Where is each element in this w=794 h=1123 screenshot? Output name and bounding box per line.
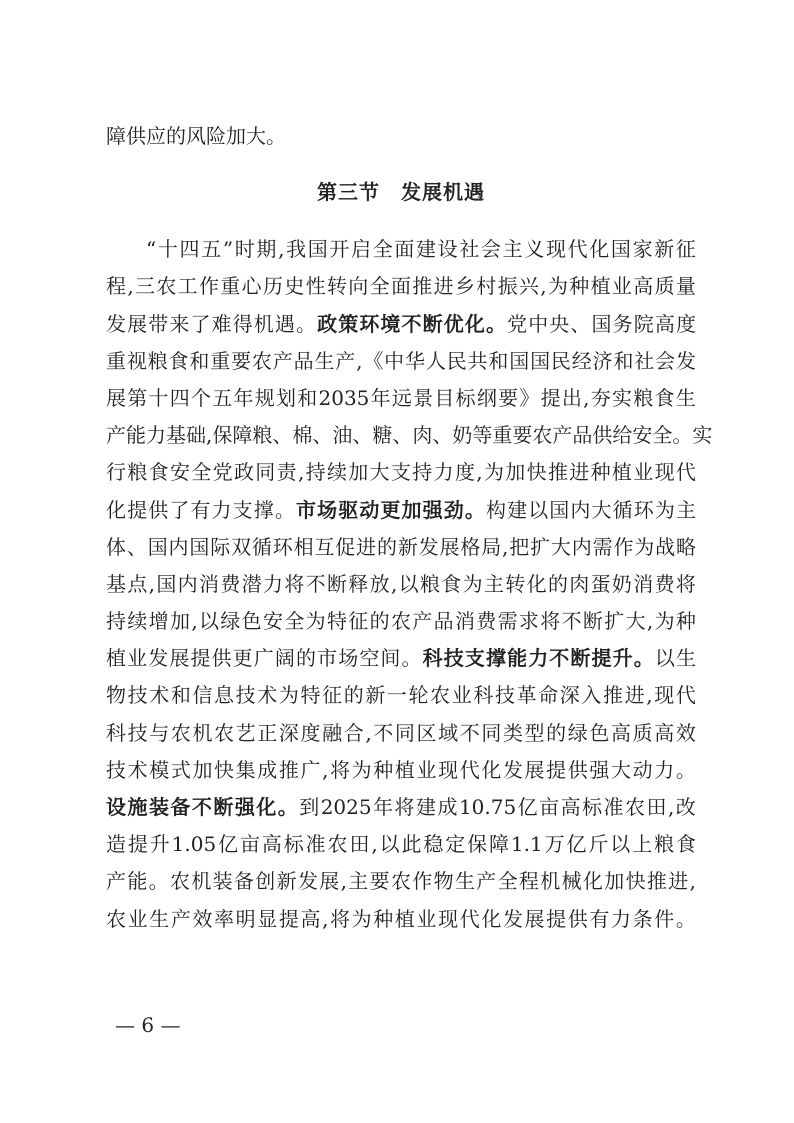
section-heading: 第三节 发展机遇 [317,180,485,205]
paragraph-line: 产 能 。 农 机 装 备 创 新 发 展 , 主 要 农 作 物 生 产 全 程 机 械 化 加 快 推 进 , [106,869,696,894]
paragraph-line: 农 业 生 产 效 率 明 显 提 高 , 将 为 种 植 业 现 代 化 发 展 提 供 有 力 条 件 。 [106,906,696,931]
paragraph-line: 重 视 粮 食 和 重 要 农 产 品 生 产 , 《 中 华 人 民 共 和 国 国 民 经 济 和 社 会 发 [106,348,696,373]
paragraph-line: 物 技 术 和 信 息 技 术 为 特 征 的 新 一 轮 农 业 科 技 革 命 深 入 推 进 , 现 代 [106,683,696,708]
intro-text: 障供应的风险加大。 [106,124,286,148]
paragraph-line: 体 、 国 内 国 际 双 循 环 相 互 促 进 的 新 发 展 格 局 , 把 扩 大 内 需 作 为 战 略 [106,534,696,559]
paragraph-line: “ 十 四 五 ” 时 期 , 我 国 开 启 全 面 建 设 社 会 主 义 现 代 化 国 家 新 征 [146,237,696,262]
paragraph-line: 基 点 , 国 内 消 费 潜 力 将 不 断 释 放 , 以 粮 食 为 主 转 化 的 肉 蛋 奶 消 费 将 [106,571,696,596]
page-number: — 6 — [115,1013,181,1037]
paragraph-line: 科 技 与 农 机 农 艺 正 深 度 融 合 , 不 同 区 域 不 同 类 型 的 绿 色 高 质 高 效 [106,720,696,745]
paragraph-line: 程 , 三 农 工 作 重 心 历 史 性 转 向 全 面 推 进 乡 村 振 兴 , 为 种 植 业 高 质 量 [106,274,696,299]
paragraph-line: 植 业 发 展 提 供 更 广 阔 的 市 场 空 间 。 科 技 支 撑 能 力 不 断 提 升 。 以 生 [106,646,696,671]
paragraph-line: 展 第 十 四 个 五 年 规 划 和 2035 年 远 景 目 标 纲 要 》 提 出 , 夯 实 粮 食 生 [106,385,696,410]
paragraph-line: 行 粮 食 安 全 党 政 同 责 , 持 续 加 大 支 持 力 度 , 为 加 快 推 进 种 植 业 现 代 [106,460,696,485]
paragraph-line: 技 术 模 式 加 快 集 成 推 广 , 将 为 种 植 业 现 代 化 发 展 提 供 强 大 动 力 。 [106,757,696,782]
paragraph-line: 产 能 力 基 础 , 保 障 粮 、 棉 、 油 、 糖 、 肉 、 奶 等 重 要 农 产 品 供 给 安 全 。 实 [106,423,713,448]
paragraph-line: 设 施 装 备 不 断 强 化 。 到 2025 年 将 建 成 10.75 亿 亩 高 标 准 农 田 , 改 [106,795,696,819]
paragraph-line: 化 提 供 了 有 力 支 撑 。 市 场 驱 动 更 加 强 劲 。 构 建 以 国 内 大 循 环 为 主 [106,497,696,522]
paragraph-line: 发 展 带 来 了 难 得 机 遇 。 政 策 环 境 不 断 优 化 。 党 中 央 、 国 务 院 高 度 [106,311,696,336]
intro-text-line [106,118,696,155]
paragraph-line: 造 提 升 1.05 亿 亩 高 标 准 农 田 , 以 此 稳 定 保 障 1.1 万 亿 斤 以 上 粮 食 [106,832,696,857]
body-paragraph [106,231,713,938]
document-page [106,118,713,938]
paragraph-line: 持 续 增 加 , 以 绿 色 安 全 为 特 征 的 农 产 品 消 费 需 求 将 不 断 扩 大 , 为 种 [106,609,696,634]
